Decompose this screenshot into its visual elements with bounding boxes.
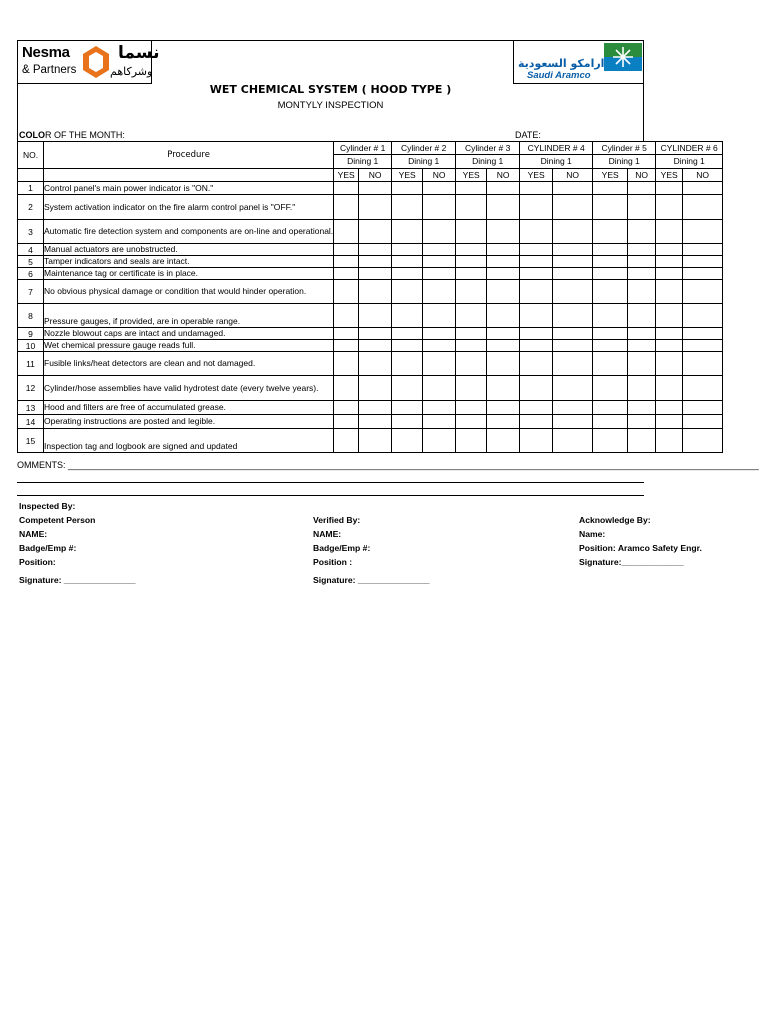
no-check-cell[interactable] [487,376,520,401]
acknowledger-signature-label: Signature:_____________ [579,557,684,567]
no-check-cell[interactable] [487,256,520,268]
yes-check-cell[interactable] [334,220,359,244]
procedure-text: Fusible links/heat detectors are clean and not damaged. [44,352,334,376]
yes-check-cell[interactable] [520,280,553,304]
no-check-cell[interactable] [553,340,593,352]
no-check-cell[interactable] [359,340,392,352]
inspector-name-label: NAME: [19,529,48,539]
no-check-cell[interactable] [628,304,656,328]
no-check-cell[interactable] [628,340,656,352]
yes-check-cell[interactable] [656,340,683,352]
yes-check-cell[interactable] [593,268,628,280]
yes-check-cell[interactable] [334,415,359,429]
yes-check-cell[interactable] [392,244,423,256]
no-check-cell[interactable] [683,352,723,376]
color-label-bold: COLO [19,130,45,140]
yes-check-cell[interactable] [656,304,683,328]
no-check-cell[interactable] [683,220,723,244]
yes-check-cell[interactable] [392,195,423,220]
no-check-cell[interactable] [553,352,593,376]
yes-check-cell[interactable] [593,429,628,453]
acknowledger-name-label: Name: [579,529,606,539]
yes-check-cell[interactable] [456,280,487,304]
yes-check-cell[interactable] [520,340,553,352]
row-number: 12 [18,376,44,401]
row-number: 1 [18,182,44,195]
yes-check-cell[interactable] [456,195,487,220]
no-check-cell[interactable] [487,182,520,195]
procedure-text: Cylinder/hose assemblies have valid hydrotest date (every twelve years). [44,376,334,401]
no-answer-header: NO [628,169,656,182]
no-check-cell[interactable] [683,401,723,415]
no-answer-header: NO [423,169,456,182]
yes-check-cell[interactable] [593,376,628,401]
no-check-cell[interactable] [487,195,520,220]
table-row [18,429,723,453]
verifier-badge-label: Badge/Emp #: [313,543,371,553]
row-number: 9 [18,328,44,340]
yes-check-cell[interactable] [593,195,628,220]
yes-check-cell[interactable] [392,280,423,304]
comments-line [17,495,644,496]
procedure-text: System activation indicator on the fire alarm control panel is "OFF." [44,195,334,220]
yes-check-cell[interactable] [456,182,487,195]
table-row [18,220,723,244]
yes-check-cell[interactable] [520,220,553,244]
no-check-cell[interactable] [628,256,656,268]
yes-check-cell[interactable] [593,182,628,195]
table-row [18,304,723,328]
no-check-cell[interactable] [683,340,723,352]
cylinder-5-location: Dining 1 [593,155,656,169]
no-check-cell[interactable] [359,328,392,340]
no-check-cell[interactable] [628,244,656,256]
cylinder-4-location: Dining 1 [520,155,593,169]
row-number: 7 [18,280,44,304]
yes-check-cell[interactable] [456,256,487,268]
nesma-partners-arabic: وشركاهم [110,65,153,78]
no-answer-header: NO [487,169,520,182]
no-check-cell[interactable] [359,268,392,280]
cylinder-6-location: Dining 1 [656,155,723,169]
table-row [18,195,723,220]
comments-line [17,482,644,483]
row-number: 5 [18,256,44,268]
yes-check-cell[interactable] [456,220,487,244]
procedure-text: Inspection tag and logbook are signed and updated [44,429,334,453]
yes-check-cell[interactable] [593,401,628,415]
yes-header: YES [456,169,487,182]
yes-check-cell[interactable] [656,352,683,376]
no-check-cell[interactable] [553,182,593,195]
yes-check-cell[interactable] [392,182,423,195]
no-check-cell[interactable] [628,280,656,304]
no-check-cell[interactable] [553,415,593,429]
no-check-cell[interactable] [553,195,593,220]
no-check-cell[interactable] [553,280,593,304]
procedure-text: Control panel's main power indicator is "ON." [44,182,334,195]
cylinder-6-header: CYLINDER # 6 [656,142,723,155]
acknowledge-by-label: Acknowledge By: [579,515,651,525]
yes-check-cell[interactable] [520,376,553,401]
no-check-cell[interactable] [553,220,593,244]
no-check-cell[interactable] [359,182,392,195]
no-check-cell[interactable] [683,268,723,280]
yes-check-cell[interactable] [593,328,628,340]
yes-check-cell[interactable] [593,352,628,376]
no-check-cell[interactable] [553,304,593,328]
table-row [18,280,723,304]
no-check-cell[interactable] [553,256,593,268]
yes-check-cell[interactable] [392,268,423,280]
yes-check-cell[interactable] [392,340,423,352]
no-check-cell[interactable] [423,220,456,244]
no-check-cell[interactable] [628,182,656,195]
no-check-cell[interactable] [553,268,593,280]
table-row [18,328,723,340]
yes-check-cell[interactable] [392,328,423,340]
yes-check-cell[interactable] [392,429,423,453]
yes-check-cell[interactable] [334,195,359,220]
yes-check-cell[interactable] [520,401,553,415]
procedure-text: Automatic fire detection system and components are on-line and operational. [44,220,334,244]
row-number: 15 [18,429,44,453]
yes-header: YES [334,169,359,182]
yes-check-cell[interactable] [334,280,359,304]
no-check-cell[interactable] [553,376,593,401]
row-number: 13 [18,401,44,415]
cylinder-2-header: Cylinder # 2 [392,142,456,155]
no-check-cell[interactable] [423,244,456,256]
yes-check-cell[interactable] [520,352,553,376]
yes-check-cell[interactable] [656,415,683,429]
yes-check-cell[interactable] [656,328,683,340]
procedure-text: Maintenance tag or certificate is in place. [44,268,334,280]
date-label: DATE: [515,130,541,140]
cylinder-1-header: Cylinder # 1 [334,142,392,155]
no-check-cell[interactable] [487,304,520,328]
inspector-position-label: Position: [19,557,56,567]
no-check-cell[interactable] [423,352,456,376]
yes-header: YES [656,169,683,182]
no-check-cell[interactable] [423,256,456,268]
table-row [18,256,723,268]
yes-check-cell[interactable] [520,304,553,328]
no-check-cell[interactable] [423,429,456,453]
yes-header: YES [593,169,628,182]
row-number: 8 [18,304,44,328]
table-row [18,340,723,352]
no-answer-header: NO [683,169,723,182]
yes-check-cell[interactable] [334,429,359,453]
no-check-cell[interactable] [359,352,392,376]
verifier-signature-label: Signature: _______________ [313,575,430,585]
no-check-cell[interactable] [553,244,593,256]
yes-header: YES [520,169,553,182]
yes-check-cell[interactable] [520,429,553,453]
yes-check-cell[interactable] [656,244,683,256]
yes-check-cell[interactable] [456,352,487,376]
yes-check-cell[interactable] [334,304,359,328]
yes-check-cell[interactable] [593,244,628,256]
yes-check-cell[interactable] [520,195,553,220]
yes-check-cell[interactable] [334,352,359,376]
procedure-column-header: Procedure [44,142,334,169]
no-check-cell[interactable] [628,328,656,340]
inspector-badge-label: Badge/Emp #: [19,543,77,553]
table-row [18,415,723,429]
procedure-text: Tamper indicators and seals are intact. [44,256,334,268]
no-check-cell[interactable] [628,429,656,453]
no-check-cell[interactable] [628,220,656,244]
yes-check-cell[interactable] [456,401,487,415]
inspection-table [17,141,723,453]
no-check-cell[interactable] [628,415,656,429]
inspector-signature-label: Signature: _______________ [19,575,136,585]
yes-check-cell[interactable] [392,256,423,268]
yes-header: YES [392,169,423,182]
no-check-cell[interactable] [359,304,392,328]
no-column-header: NO. [18,142,44,169]
no-check-cell[interactable] [683,280,723,304]
procedure-text: Operating instructions are posted and legible. [44,415,334,429]
cylinder-1-location: Dining 1 [334,155,392,169]
no-check-cell[interactable] [553,401,593,415]
procedure-text: Manual actuators are unobstructed. [44,244,334,256]
no-check-cell[interactable] [683,328,723,340]
no-check-cell[interactable] [487,352,520,376]
yes-check-cell[interactable] [520,182,553,195]
yes-check-cell[interactable] [392,415,423,429]
cylinder-3-location: Dining 1 [456,155,520,169]
acknowledger-position-label: Position: Aramco Safety Engr. [579,543,702,553]
yes-check-cell[interactable] [520,244,553,256]
no-check-cell[interactable] [359,280,392,304]
no-check-cell[interactable] [628,352,656,376]
verifier-position-label: Position : [313,557,353,567]
row-number: 14 [18,415,44,429]
yes-check-cell[interactable] [456,304,487,328]
yes-check-cell[interactable] [656,268,683,280]
cylinder-3-header: Cylinder # 3 [456,142,520,155]
cylinder-2-location: Dining 1 [392,155,456,169]
yes-check-cell[interactable] [656,195,683,220]
inspected-by-label: Inspected By: [19,501,76,511]
yes-check-cell[interactable] [593,340,628,352]
yes-check-cell[interactable] [520,415,553,429]
row-number: 11 [18,352,44,376]
color-label-rest: R OF THE MONTH: [45,130,125,140]
yes-check-cell[interactable] [392,304,423,328]
yes-check-cell[interactable] [520,328,553,340]
no-check-cell[interactable] [683,376,723,401]
no-check-cell[interactable] [423,328,456,340]
no-check-cell[interactable] [359,376,392,401]
yes-check-cell[interactable] [593,304,628,328]
no-check-cell[interactable] [628,401,656,415]
verifier-name-label: NAME: [313,529,342,539]
yes-check-cell[interactable] [456,244,487,256]
yes-check-cell[interactable] [656,220,683,244]
nesma-hexagon-icon [82,45,110,79]
no-check-cell[interactable] [359,195,392,220]
yes-check-cell[interactable] [456,376,487,401]
no-check-cell[interactable] [423,195,456,220]
no-check-cell[interactable] [487,280,520,304]
yes-check-cell[interactable] [334,401,359,415]
no-check-cell[interactable] [628,268,656,280]
no-check-cell[interactable] [683,304,723,328]
yes-check-cell[interactable] [456,429,487,453]
table-row [18,352,723,376]
no-check-cell[interactable] [553,429,593,453]
no-check-cell[interactable] [359,220,392,244]
no-check-cell[interactable] [683,256,723,268]
table-row [18,401,723,415]
no-check-cell[interactable] [487,401,520,415]
row-number: 6 [18,268,44,280]
table-row [18,244,723,256]
yes-check-cell[interactable] [392,376,423,401]
no-check-cell[interactable] [359,415,392,429]
yes-check-cell[interactable] [593,280,628,304]
form-subtitle: MONTYLY INSPECTION [277,100,384,111]
yes-check-cell[interactable] [334,328,359,340]
competent-person-label: Competent Person [19,515,96,525]
yes-check-cell[interactable] [593,256,628,268]
form-title: WET CHEMICAL SYSTEM ( HOOD TYPE ) [209,83,452,96]
no-check-cell[interactable] [359,401,392,415]
yes-check-cell[interactable] [334,256,359,268]
no-check-cell[interactable] [487,340,520,352]
blank-header-cell [44,169,334,182]
row-number: 2 [18,195,44,220]
no-check-cell[interactable] [683,429,723,453]
no-check-cell[interactable] [359,256,392,268]
row-number: 3 [18,220,44,244]
yes-check-cell[interactable] [334,268,359,280]
no-check-cell[interactable] [487,268,520,280]
table-row [18,268,723,280]
yes-check-cell[interactable] [520,256,553,268]
no-check-cell[interactable] [423,376,456,401]
cylinder-5-header: Cylinder # 5 [593,142,656,155]
no-check-cell[interactable] [423,304,456,328]
yes-check-cell[interactable] [520,268,553,280]
color-of-month-label [19,130,125,140]
no-check-cell[interactable] [487,328,520,340]
no-check-cell[interactable] [359,429,392,453]
no-check-cell[interactable] [423,182,456,195]
no-check-cell[interactable] [423,268,456,280]
nesma-logo-text: Nesma [22,44,70,61]
procedure-text: No obvious physical damage or condition that would hinder operation. [44,280,334,304]
no-check-cell[interactable] [487,415,520,429]
yes-check-cell[interactable] [334,340,359,352]
blank-header-cell [18,169,44,182]
yes-check-cell[interactable] [593,220,628,244]
no-check-cell[interactable] [683,195,723,220]
row-number: 10 [18,340,44,352]
no-check-cell[interactable] [359,244,392,256]
no-check-cell[interactable] [628,195,656,220]
yes-check-cell[interactable] [593,415,628,429]
no-check-cell[interactable] [487,244,520,256]
no-check-cell[interactable] [683,182,723,195]
row-number: 4 [18,244,44,256]
yes-check-cell[interactable] [656,401,683,415]
yes-check-cell[interactable] [456,415,487,429]
aramco-logo-arabic: ارامكو السعودية [518,57,605,70]
yes-check-cell[interactable] [656,376,683,401]
nesma-logo-arabic: نسما [118,43,160,63]
yes-check-cell[interactable] [334,182,359,195]
procedure-text: Hood and filters are free of accumulated grease. [44,401,334,415]
procedure-text: Pressure gauges, if provided, are in operable range. [44,304,334,328]
no-check-cell[interactable] [683,244,723,256]
yes-check-cell[interactable] [456,268,487,280]
yes-check-cell[interactable] [392,401,423,415]
comments-label: OMMENTS: __________________________________________________________________________________________________________________________________________ [17,460,759,470]
no-check-cell[interactable] [423,401,456,415]
verified-by-label: Verified By: [313,515,361,525]
no-check-cell[interactable] [553,328,593,340]
no-check-cell[interactable] [628,376,656,401]
yes-check-cell[interactable] [456,328,487,340]
no-check-cell[interactable] [423,340,456,352]
yes-check-cell[interactable] [392,220,423,244]
yes-check-cell[interactable] [656,280,683,304]
nesma-partners-text: & Partners [22,64,77,76]
table-row [18,182,723,195]
yes-check-cell[interactable] [656,182,683,195]
yes-check-cell[interactable] [334,244,359,256]
no-check-cell[interactable] [487,429,520,453]
yes-check-cell[interactable] [456,340,487,352]
aramco-star-icon [604,43,642,71]
procedure-text: Nozzle blowout caps are intact and undamaged. [44,328,334,340]
no-check-cell[interactable] [487,220,520,244]
aramco-logo [513,40,644,84]
cylinder-4-header: CYLINDER # 4 [520,142,593,155]
yes-check-cell[interactable] [392,352,423,376]
table-row [18,376,723,401]
procedure-text: Wet chemical pressure gauge reads full. [44,340,334,352]
yes-check-cell[interactable] [656,256,683,268]
nesma-logo [17,40,160,84]
no-check-cell[interactable] [683,415,723,429]
no-check-cell[interactable] [423,415,456,429]
yes-check-cell[interactable] [656,429,683,453]
yes-check-cell[interactable] [334,376,359,401]
aramco-logo-text: Saudi Aramco [527,70,591,81]
no-answer-header: NO [359,169,392,182]
no-answer-header: NO [553,169,593,182]
no-check-cell[interactable] [423,280,456,304]
